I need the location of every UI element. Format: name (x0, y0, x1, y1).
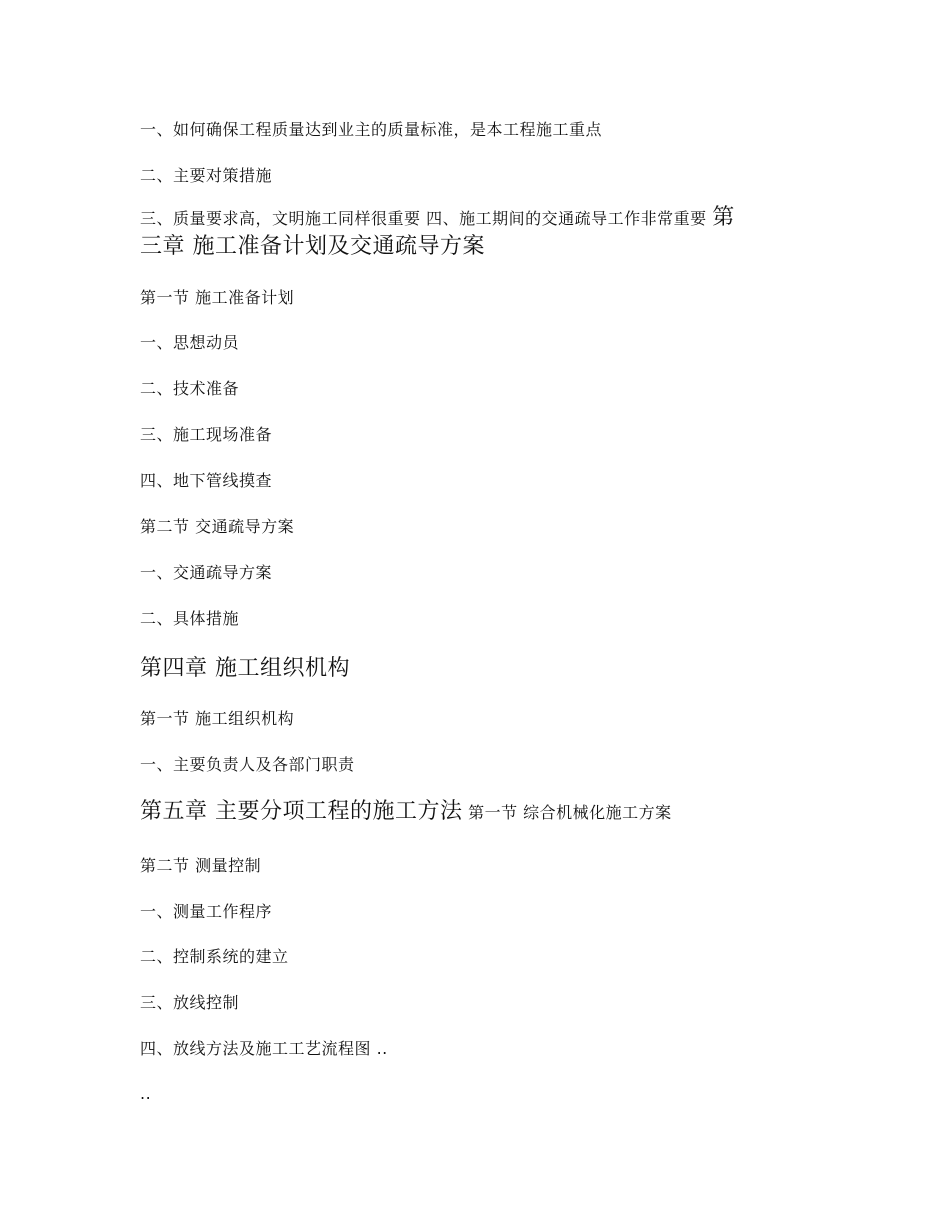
item-layout-method-flowchart: 四、放线方法及施工工艺流程图 .. (140, 1039, 388, 1058)
section-traffic-plan: 第二节 交通疏导方案 (140, 517, 295, 536)
chapter-4-title: 第四章 施工组织机构 (140, 656, 350, 681)
continuation-dots: .. (140, 1084, 152, 1103)
item-main-measures: 二、主要对策措施 (140, 166, 273, 185)
item-layout-control: 三、放线控制 (140, 993, 240, 1012)
item-mobilization: 一、思想动员 (140, 333, 240, 352)
item-quality-focus: 一、如何确保工程质量达到业主的质量标准，是本工程施工重点 (140, 120, 603, 139)
chapter-3-title-start: 第 (712, 205, 735, 230)
item-quality-and-traffic (140, 204, 820, 262)
item-site-prep: 三、施工现场准备 (140, 425, 273, 444)
chapter-5-line (140, 799, 672, 824)
item-survey-procedure: 一、测量工作程序 (140, 902, 273, 921)
chapter-5-title: 第五章 主要分项工程的施工方法 (140, 799, 463, 824)
section-organization: 第一节 施工组织机构 (140, 709, 295, 728)
item-technical-prep: 二、技术准备 (140, 379, 240, 398)
item-traffic-plan: 一、交通疏导方案 (140, 563, 273, 582)
section-construction-prep-plan: 第一节 施工准备计划 (140, 288, 295, 307)
item-quality-and-traffic-text: 三、质量要求高，文明施工同样很重要 四、施工期间的交通疏导工作非常重要 (140, 209, 707, 228)
item-underground-pipeline-survey: 四、地下管线摸查 (140, 471, 273, 490)
item-control-system: 二、控制系统的建立 (140, 947, 289, 966)
item-specific-measures: 二、具体措施 (140, 609, 240, 628)
section-survey-control: 第二节 测量控制 (140, 856, 262, 875)
item-responsibilities: 一、主要负责人及各部门职责 (140, 755, 355, 774)
section-mechanized-plan: 第一节 综合机械化施工方案 (468, 803, 672, 822)
chapter-3-title-rest: 三章 施工准备计划及交通疏导方案 (140, 234, 485, 259)
